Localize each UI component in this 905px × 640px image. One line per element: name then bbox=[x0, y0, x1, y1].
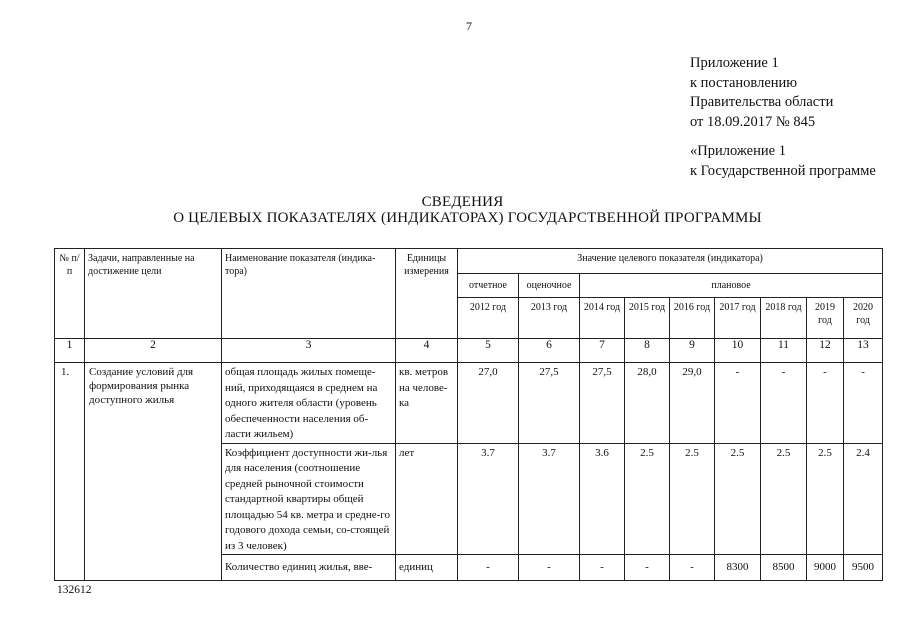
value-cell: 9000 bbox=[807, 555, 844, 581]
document-subtitle: О ЦЕЛЕВЫХ ПОКАЗАТЕЛЯХ (ИНДИКАТОРАХ) ГОСУДАРСТВЕННОЙ ПРОГРАММЫ bbox=[173, 210, 762, 226]
value-cell: - bbox=[807, 363, 844, 444]
header-year: 2012 год bbox=[458, 298, 519, 339]
value-cell: 8500 bbox=[761, 555, 807, 581]
appendix-line: Правительства области bbox=[690, 94, 834, 110]
column-number: 1 bbox=[55, 339, 85, 363]
value-cell: 3.6 bbox=[580, 443, 625, 555]
header-year: 2020 год bbox=[844, 298, 883, 339]
table-row bbox=[55, 363, 883, 444]
header-value-group: Значение целевого показателя (индикатора) bbox=[458, 249, 883, 274]
header-indicator: Наименование показателя (индика-тора) bbox=[222, 249, 396, 339]
column-number: 7 bbox=[580, 339, 625, 363]
appendix-line: от 18.09.2017 № 845 bbox=[690, 113, 816, 130]
document-title: СВЕДЕНИЯ bbox=[421, 194, 504, 210]
value-cell: - bbox=[715, 363, 761, 444]
column-number: 4 bbox=[396, 339, 458, 363]
header-year: 2018 год bbox=[761, 298, 807, 339]
appendix-line: к Государственной программе bbox=[690, 162, 876, 179]
value-cell: 2.5 bbox=[807, 443, 844, 555]
header-num: № п/п bbox=[55, 249, 85, 339]
value-cell: - bbox=[844, 363, 883, 444]
header-year: 2016 год bbox=[670, 298, 715, 339]
column-number: 2 bbox=[85, 339, 222, 363]
value-cell: 9500 bbox=[844, 555, 883, 581]
appendix-note-program bbox=[690, 142, 876, 181]
value-cell: 27,0 bbox=[458, 363, 519, 444]
column-number: 11 bbox=[761, 339, 807, 363]
indicator-name: Коэффициент доступности жи-лья для населения (соотношение средней рыночной стоимости стандартной квартиры общей площадью 54 кв. метра и средне-го годового дохода семьи, со-стоящей из 3 человек) bbox=[222, 443, 396, 555]
value-cell: 27,5 bbox=[519, 363, 580, 444]
appendix-line: к постановлению bbox=[690, 74, 798, 91]
value-cell: - bbox=[670, 555, 715, 581]
column-number: 9 bbox=[670, 339, 715, 363]
value-cell: - bbox=[580, 555, 625, 581]
header-planned: плановое bbox=[580, 274, 883, 298]
header-year: 2013 год bbox=[519, 298, 580, 339]
header-year: 2014 год bbox=[580, 298, 625, 339]
unit: лет bbox=[396, 443, 458, 555]
header-estimated: оценочное bbox=[519, 274, 580, 298]
indicator-name: общая площадь жилых помеще-ний, приходящаяся в среднем на одного жителя области (уровень обеспеченности населения об-ласти жильем) bbox=[222, 363, 396, 444]
value-cell: 28,0 bbox=[625, 363, 670, 444]
page-number: 7 bbox=[466, 19, 472, 33]
header-reported: отчетное bbox=[458, 274, 519, 298]
value-cell: 2.5 bbox=[761, 443, 807, 555]
indicators-table bbox=[54, 248, 883, 581]
unit: кв. метров на челове-ка bbox=[396, 363, 458, 444]
column-number: 6 bbox=[519, 339, 580, 363]
header-units: Единицы измерения bbox=[396, 249, 458, 339]
unit: единиц bbox=[396, 555, 458, 581]
value-cell: 2.5 bbox=[625, 443, 670, 555]
column-number: 5 bbox=[458, 339, 519, 363]
header-year: 2015 год bbox=[625, 298, 670, 339]
document-code: 132612 bbox=[57, 584, 92, 596]
column-number-row bbox=[55, 339, 883, 363]
appendix-note bbox=[690, 54, 833, 132]
value-cell: - bbox=[625, 555, 670, 581]
column-number: 13 bbox=[844, 339, 883, 363]
value-cell: - bbox=[761, 363, 807, 444]
task-text: Создание условий для формирования рынка доступного жилья bbox=[85, 363, 222, 581]
row-number: 1. bbox=[55, 363, 85, 581]
value-cell: 29,0 bbox=[670, 363, 715, 444]
appendix-line: Приложение 1 bbox=[690, 55, 779, 71]
header-year: 2019 год bbox=[807, 298, 844, 339]
value-cell: - bbox=[458, 555, 519, 581]
value-cell: 8300 bbox=[715, 555, 761, 581]
value-cell: - bbox=[519, 555, 580, 581]
value-cell: 3.7 bbox=[519, 443, 580, 555]
value-cell: 2.5 bbox=[670, 443, 715, 555]
header-tasks: Задачи, направленные на достижение цели bbox=[85, 249, 222, 339]
column-number: 10 bbox=[715, 339, 761, 363]
column-number: 8 bbox=[625, 339, 670, 363]
column-number: 12 bbox=[807, 339, 844, 363]
appendix-line: «Приложение 1 bbox=[690, 143, 786, 159]
value-cell: 3.7 bbox=[458, 443, 519, 555]
value-cell: 27,5 bbox=[580, 363, 625, 444]
header-year: 2017 год bbox=[715, 298, 761, 339]
value-cell: 2.5 bbox=[715, 443, 761, 555]
indicator-name: Количество единиц жилья, вве- bbox=[222, 555, 396, 581]
value-cell: 2.4 bbox=[844, 443, 883, 555]
column-number: 3 bbox=[222, 339, 396, 363]
